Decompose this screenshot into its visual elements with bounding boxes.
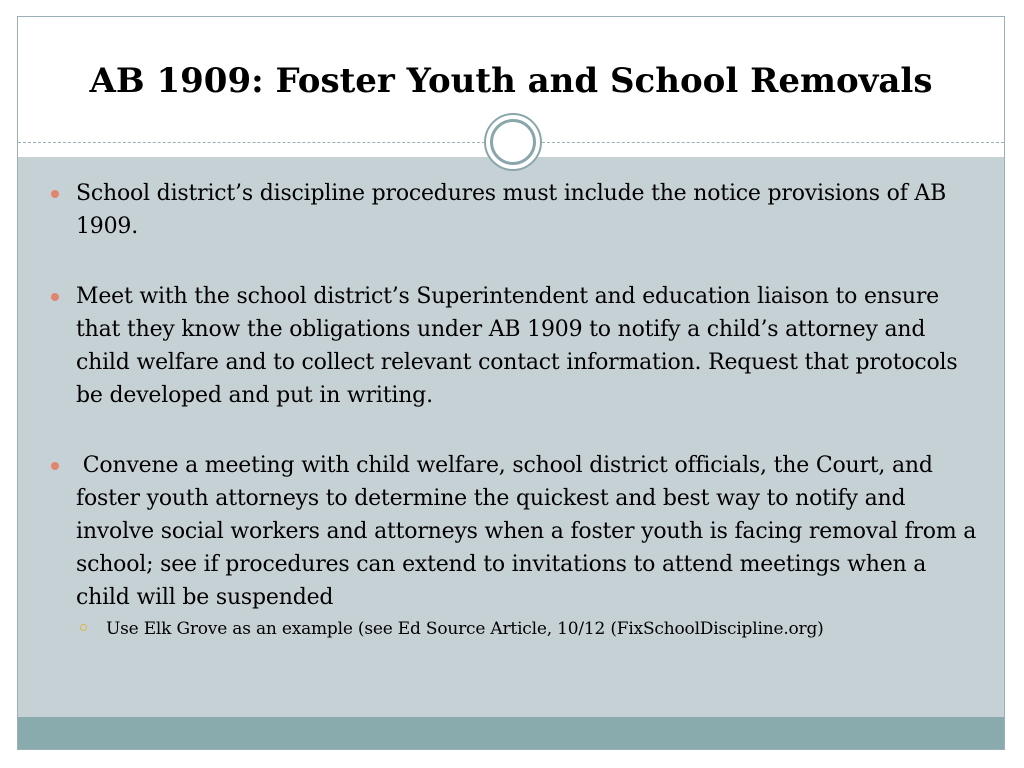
bullet-item-1 [18, 177, 1004, 243]
circle-ornament-icon [484, 113, 542, 171]
bullet-item-2 [18, 280, 1004, 412]
bullet-text: School district’s discipline procedures must include the notice provisions of AB 1909. [76, 181, 947, 239]
bullet-dot-icon [51, 462, 59, 470]
bullet-dot-icon [51, 293, 59, 301]
slide [17, 16, 1005, 750]
bullet-text: Meet with the school district’s Superintendent and education liaison to ensure that they know the obligations under AB 1909 to notify a child’s attorney and child welfare and to collect relevant contact information. Request that protocols be developed and put in writing. [76, 284, 958, 408]
bullet-list [18, 177, 1004, 642]
bullet-text: Convene a meeting with child welfare, school district officials, the Court, and foster youth attorneys to determine the quickest and best way to notify and involve social workers and attorneys when a foster youth is facing removal from a school; see if procedures can extend to invitations to attend meetings when a child will be suspended [76, 453, 984, 610]
sub-bullet-list [76, 616, 978, 642]
slide-title: AB 1909: Foster Youth and School Removals [89, 61, 933, 101]
bullet-dot-icon [51, 190, 59, 198]
bullet-item-3 [18, 449, 1004, 642]
footer-band [18, 717, 1004, 750]
sub-bullet-text: Use Elk Grove as an example (see Ed Source Article, 10/12 (FixSchoolDiscipline.org) [106, 619, 824, 639]
sub-bullet-item [76, 616, 978, 642]
circle-ornament-inner [490, 119, 536, 165]
ring-bullet-icon [80, 624, 87, 631]
